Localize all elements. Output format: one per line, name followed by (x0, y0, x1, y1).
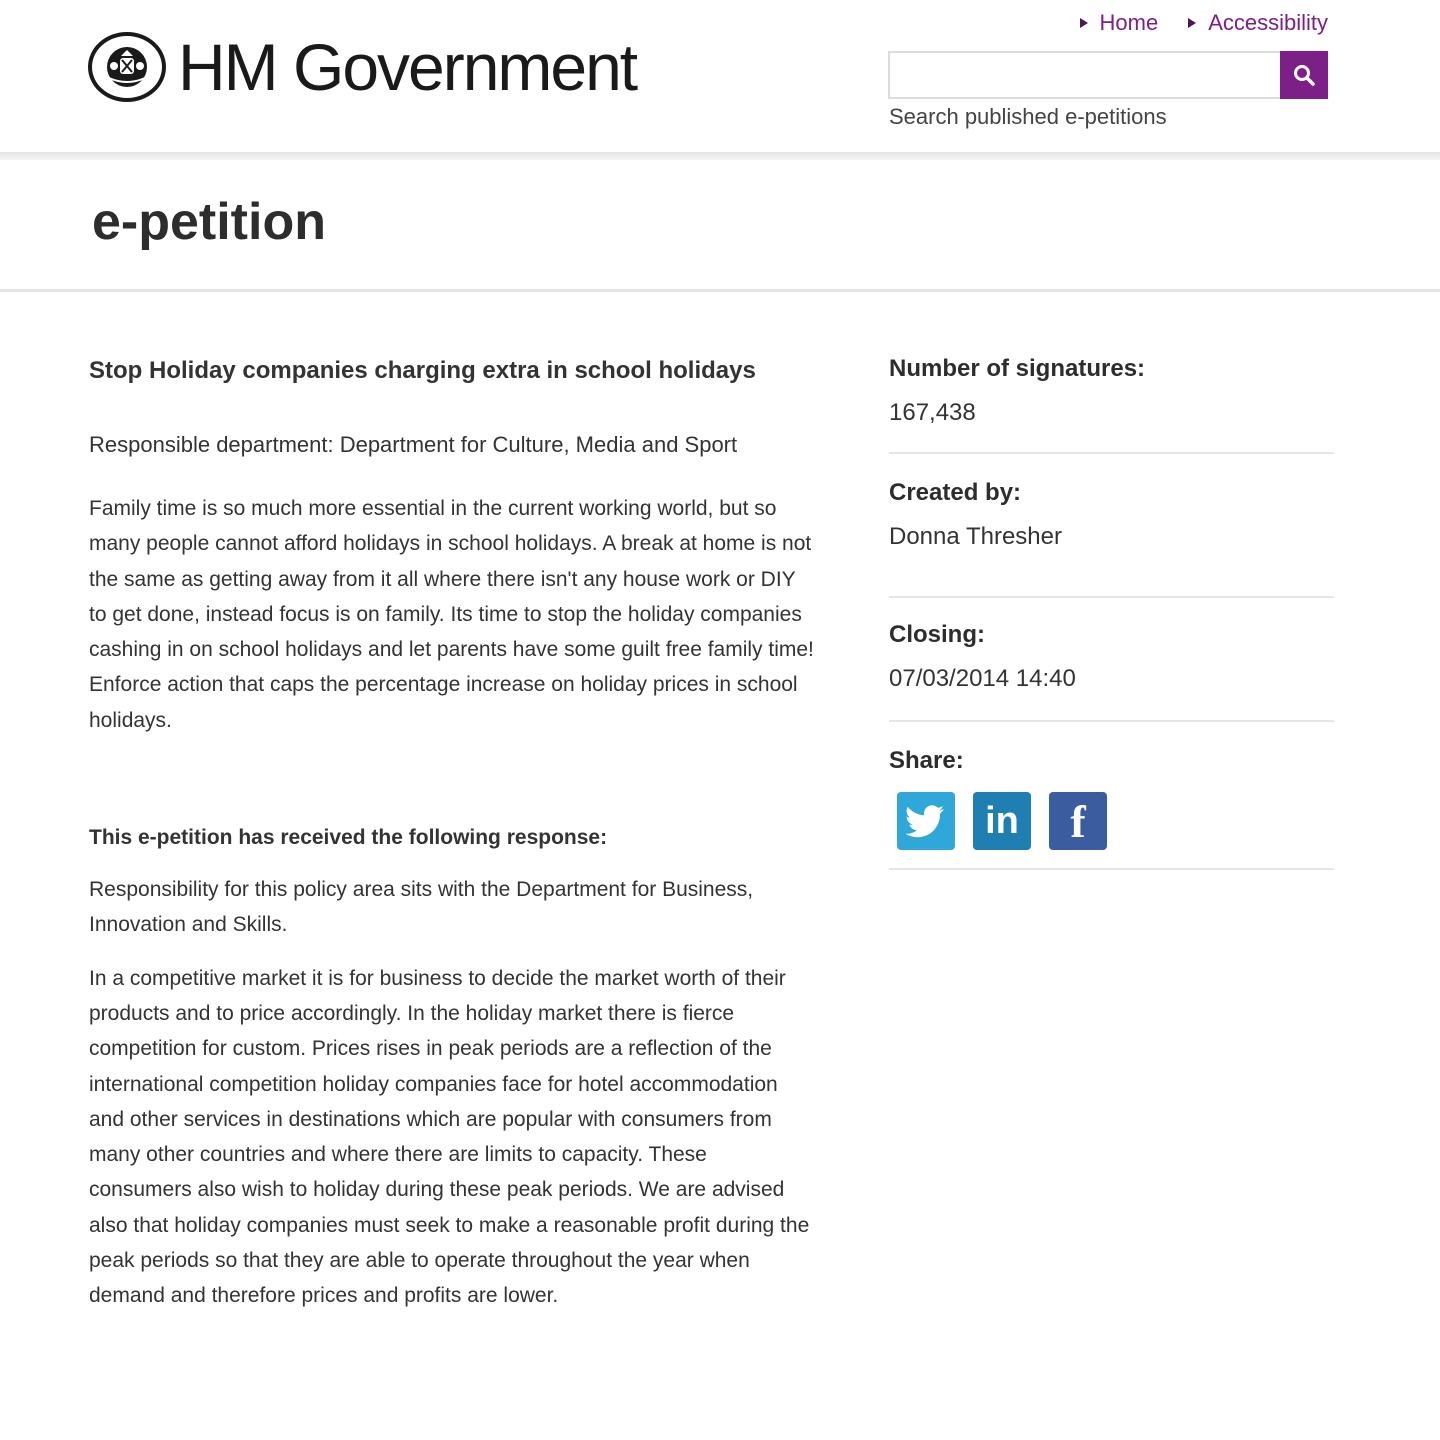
hm-government-logo[interactable] (88, 32, 636, 102)
petition-content (89, 350, 814, 1314)
signatures-block (889, 350, 1334, 454)
share-buttons (889, 792, 1334, 850)
home-link-label: Home (1099, 10, 1159, 35)
search-icon (1292, 63, 1316, 87)
created-by-label: Created by: (889, 479, 1022, 506)
signatures-count: 167,438 (889, 399, 976, 426)
response-paragraph: In a competitive market it is for business to decide the market worth of their products and to price accordingly. In the holiday market there is fierce competition for custom. Prices rises in peak periods are a reflection of the international competition holiday companies face for hotel accommodation and other services in destinations which are popular with consumers from many other countries and where there are limits to capacity. These consumers also wish to holiday during these peak periods. We are advised also that holiday companies must seek to make a reasonable profit during the peak periods so that they are able to operate throughout the year when demand and therefore prices and profits are lower. (89, 966, 810, 1308)
share-label: Share: (889, 747, 964, 774)
responsible-department: Responsible department: Department for Culture, Media and Sport (89, 432, 738, 457)
closing-label: Closing: (889, 621, 985, 648)
search-bar (888, 51, 1328, 99)
site-header (0, 0, 1440, 158)
search-input[interactable] (888, 51, 1280, 99)
logo-text: HM Government (178, 30, 637, 104)
linkedin-icon[interactable]: in (973, 792, 1031, 850)
petition-title: Stop Holiday companies charging extra in school holidays (89, 357, 756, 384)
search-button[interactable] (1280, 51, 1328, 99)
share-block (889, 722, 1334, 870)
triangle-right-icon (1080, 18, 1088, 28)
response-heading: This e-petition has received the following response: (89, 826, 608, 850)
facebook-icon[interactable]: f (1049, 792, 1107, 850)
accessibility-link[interactable] (1188, 10, 1328, 36)
created-by-block (889, 474, 1334, 598)
home-link[interactable] (1080, 10, 1159, 36)
response-paragraph: Responsibility for this policy area sits with the Department for Business, Innovation and Skills. (89, 878, 754, 937)
header-divider (0, 152, 1440, 160)
signatures-label: Number of signatures: (889, 355, 1146, 382)
triangle-right-icon (1188, 18, 1196, 28)
royal-crest-icon (88, 32, 166, 102)
closing-value: 07/03/2014 14:40 (889, 665, 1076, 692)
accessibility-link-label: Accessibility (1208, 10, 1328, 35)
title-divider (0, 289, 1440, 292)
petition-sidebar (889, 350, 1334, 870)
search-caption: Search published e-petitions (889, 104, 1167, 129)
petition-body: Family time is so much more essential in the current working world, but so many people cannot afford holidays in school holidays. A break at home is not the same as getting away from it all where there isn't any house work or DIY to get done, instead focus is on family. Its time to stop the holiday companies cashing in on school holidays and let parents have some guilt free family time! Enforce action that caps the percentage increase on holiday prices in school holidays. (89, 497, 814, 732)
twitter-icon[interactable] (897, 792, 955, 850)
created-by-value: Donna Thresher (889, 523, 1062, 550)
top-links (1080, 10, 1329, 36)
page-title: e-petition (92, 193, 326, 251)
closing-block (889, 598, 1334, 722)
